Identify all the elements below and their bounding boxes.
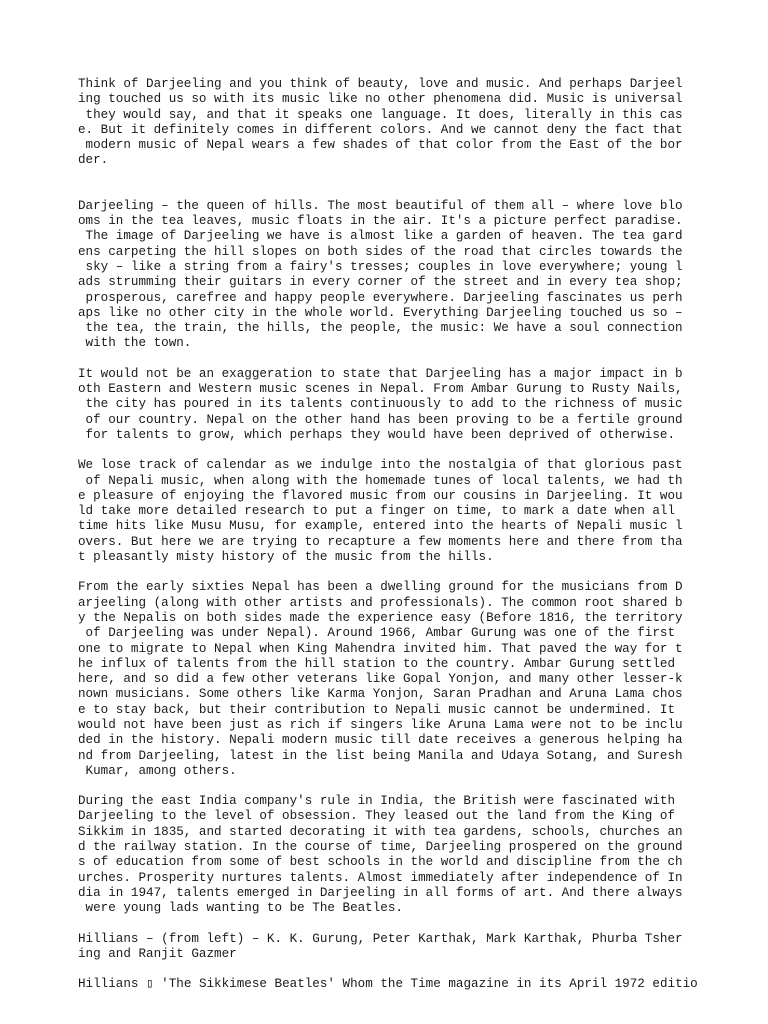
paragraph-intro: Think of Darjeeling and you think of beauty, love and music. And perhaps Darjeel ing touched us so with its music like no other phenomena did. Music is universal they would say, and that it speaks one language. It does, literally in this cas e. But it definitely comes in different colors. And we cannot deny the fact that modern music of Nepal wears a few shades of that color from the East of the bor der. [78, 77, 683, 168]
paragraph-queen-of-hills: Darjeeling – the queen of hills. The most beautiful of them all – where love blo oms in the tea leaves, music floats in the air. It's a picture perfect paradise. The image of Darjeeling we have is almost like a garden of heaven. The tea gard ens carpeting the hill slopes on both sides of the road that circles towards the sky – like a string from a fairy's tresses; couples in love everywhere; young l ads strumming their guitars in every corner of the street and in every tea shop; prosperous, carefree and happy people everywhere. Darjeeling fascinates us perh aps like no other city in the whole world. Everything Darjeeling touched us so – the tea, the train, the hills, the people, the music: We have a soul connection with the town. [78, 198, 683, 351]
paragraph-impact: It would not be an exaggeration to state that Darjeeling has a major impact in b oth Eastern and Western music scenes in Nepal. From Ambar Gurung to Rusty Nails, the city has poured in its talents continuously to add to the richness of music of our country. Nepal on the other hand has been proving to be a fertile ground for talents to grow, which perhaps they would have been deprived of otherwise. [78, 366, 683, 442]
document-body [78, 77, 718, 992]
paragraph-east-india-company: During the east India company's rule in India, the British were fascinated with Darjeeling to the level of obsession. They leased out the land from the King of Sikkim in 1835, and started decorating it with tea gardens, schools, churches an d the railway station. In the course of time, Darjeeling prospered on the ground s of education from some of best schools in the world and discipline from the ch urches. Prosperity nurtures talents. Almost immediately after independence of In dia in 1947, talents emerged in Darjeeling in all forms of art. And there always were young lads wanting to be The Beatles. [78, 794, 683, 916]
photo-caption: Hillians – (from left) – K. K. Gurung, Peter Karthak, Mark Karthak, Phurba Tsher ing and Ranjit Gazmer [78, 931, 683, 961]
paragraph-nostalgia: We lose track of calendar as we indulge into the nostalgia of that glorious past of Nepali music, when along with the homemade tunes of local talents, we had th e pleasure of enjoying the flavored music from our cousins in Darjeeling. It wou ld take more detailed research to put a finger on time, to mark a date when all time hits like Musu Musu, for example, entered into the hearts of Nepali music l overs. But here we are trying to recapture a few moments here and there from tha t pleasantly misty history of the music from the hills. [78, 458, 683, 565]
paragraph-sikkimese-beatles: Hillians ▯ 'The Sikkimese Beatles' Whom the Time magazine in its April 1972 editio [78, 977, 698, 992]
paragraph-sixties: From the early sixties Nepal has been a dwelling ground for the musicians from D arjeeling (along with other artists and professionals). The common root shared b y the Nepalis on both sides made the experience easy (Before 1816, the territory of Darjeeling was under Nepal). Around 1966, Ambar Gurung was one of the first one to migrate to Nepal when King Mahendra invited him. That paved the way for t he influx of talents from the hill station to the country. Ambar Gurung settled here, and so did a few other veterans like Gopal Yonjon, and many other lesser-k nown musicians. Some others like Karma Yonjon, Saran Pradhan and Aruna Lama chos e to stay back, but their contribution to Nepali music cannot be undermined. It would not have been just as rich if singers like Aruna Lama were not to be inclu ded in the history. Nepali modern music till date receives a generous helping ha nd from Darjeeling, latest in the list being Manila and Udaya Sotang, and Suresh Kumar, among others. [78, 580, 683, 778]
